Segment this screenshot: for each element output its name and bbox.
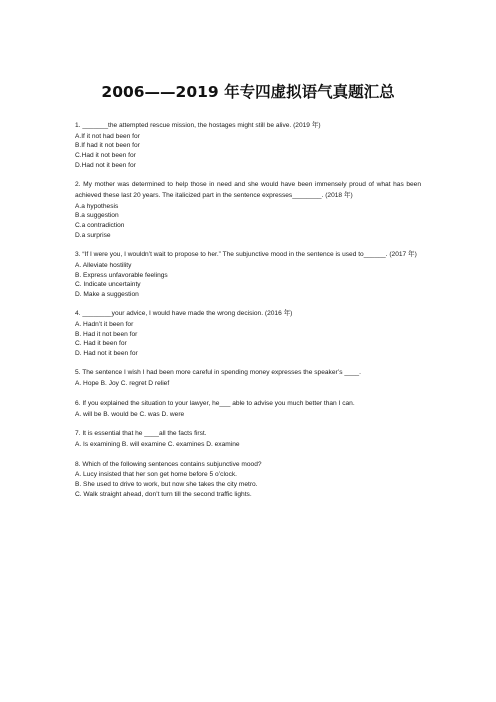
question-stem: 6. If you explained the situation to your lawyer, he___ able to advise you much better than I can. xyxy=(75,399,355,407)
option-c: C.a contradiction xyxy=(75,221,125,229)
question-item xyxy=(75,368,421,388)
option-b: B.a suggestion xyxy=(75,212,119,220)
option-line: A. will be B. would be C. was D. were xyxy=(75,410,185,418)
option-b: B. Had it not been for xyxy=(75,330,138,338)
option-line: A. Is examining B. will examine C. examines D. examine xyxy=(75,441,240,449)
question-stem: 8. Which of the following sentences contains subjunctive mood? xyxy=(75,460,262,468)
page-title: 2006——2019 年专四虚拟语气真题汇总 xyxy=(101,83,395,101)
question-list xyxy=(75,121,421,509)
option-b: B.If had it not been for xyxy=(75,142,140,150)
option-line: A. Hope B. Joy C. regret D relief xyxy=(75,380,170,388)
option-d: D. Had not it been for xyxy=(75,349,138,357)
question-item xyxy=(75,309,421,358)
option-c: C. Walk straight ahead, don’t turn till the second traffic lights. xyxy=(75,490,252,498)
question-stem: 5. The sentence I wish I had been more careful in spending money expresses the speaker’s ____. xyxy=(75,369,361,377)
question-stem: 1. _______the attempted rescue mission, the hostages might still be alive. (2019 年) xyxy=(75,122,321,129)
question-stem: 7. It is essential that he ____all the facts first. xyxy=(75,430,207,438)
option-d: D.Had not it been for xyxy=(75,161,136,169)
question-stem: 3. “If I were you, I wouldn’t wait to propose to her.” The subjunctive mood in the sentence is used to______. (2017 年) xyxy=(75,251,417,259)
question-item xyxy=(75,460,421,500)
option-a: A. Lucy insisted that her son get home before 5 o’clock. xyxy=(75,471,238,479)
option-c: C. Indicate uncertainty xyxy=(75,281,141,289)
question-item xyxy=(75,180,421,240)
option-c: C.Had it not been for xyxy=(75,151,136,159)
option-d: D.a surprise xyxy=(75,231,111,239)
option-d: D. Make a suggestion xyxy=(75,290,139,298)
option-a: A.a hypothesis xyxy=(75,202,119,210)
question-stem: 2. My mother was determined to help those in need and she would have been immensely proud of what has been achieved these last 20 years. The italicized part in the sentence expresses________. (2018 年) xyxy=(75,181,421,199)
option-a: A. Alleviate hostility xyxy=(75,261,132,269)
question-stem: 4. ________your advice, I would have made the wrong decision. (2016 年) xyxy=(75,310,293,318)
option-a: A.If it not had been for xyxy=(75,132,140,140)
option-b: B. She used to drive to work, but now she takes the city metro. xyxy=(75,481,258,489)
question-item xyxy=(75,399,421,419)
question-item xyxy=(75,250,421,299)
option-c: C. Had it been for xyxy=(75,340,127,348)
question-item xyxy=(75,121,421,170)
question-item xyxy=(75,429,421,449)
option-a: A. Hadn’t it been for xyxy=(75,321,134,329)
option-b: B. Express unfavorable feelings xyxy=(75,271,168,279)
